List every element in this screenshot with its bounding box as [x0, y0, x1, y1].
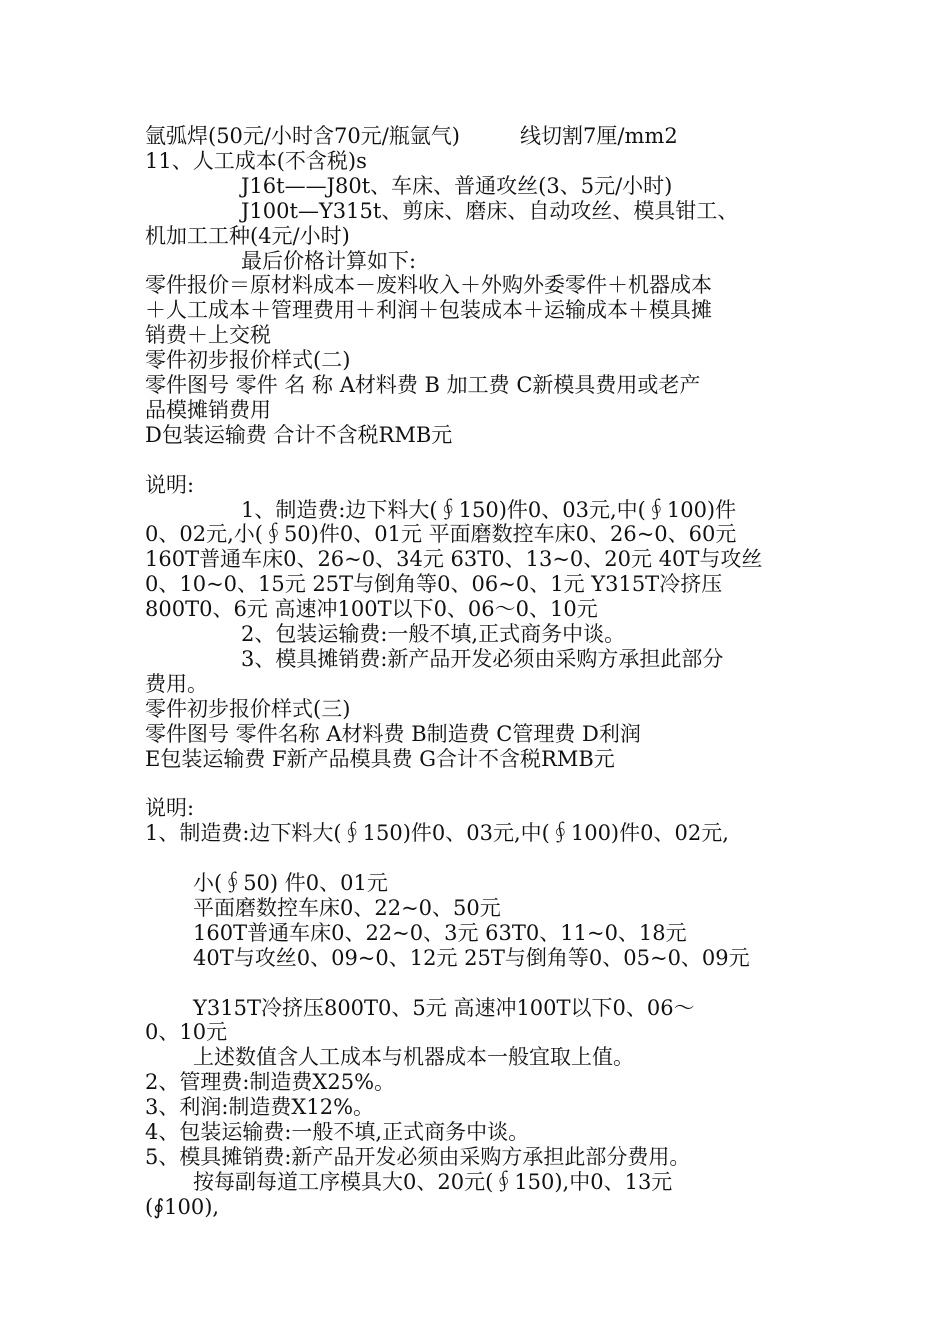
text-line: 3、模具摊销费:新产品开发必须由采购方承担此部分 [241, 646, 724, 671]
text-line: 11、人工成本(不含税)s [145, 148, 367, 173]
text-line: 零件图号 零件 名 称 A材料费 B 加工费 C新模具费用或老产 [145, 373, 701, 397]
text-line: 上述数值含人工成本与机器成本一般宜取上值。 [193, 1045, 634, 1070]
text-line: J100t—Y315t、剪床、磨床、自动攻丝、模具钳工、 [241, 198, 739, 223]
text-line: 4、包装运输费:一般不填,正式商务中谈。 [145, 1120, 530, 1144]
text-line: 2、管理费:制造费X25%。 [145, 1070, 396, 1095]
text-line: D包装运输费 合计不含税RMB元 [145, 422, 453, 447]
text-line: 0、02元,小(∮50)件0、01元 平面磨数控车床0、26~0、60元 [145, 522, 737, 547]
text-line: 费用。 [145, 671, 208, 696]
text-line: 0、10~0、15元 25T与倒角等0、06~0、1元 Y315T冷挤压 [145, 572, 723, 597]
text-line: J16t——J80t、车床、普通攻丝(3、5元/小时) [241, 173, 673, 198]
text-line: 800T0、6元 高速冲100T以下0、06～0、10元 [145, 597, 598, 622]
text-line: (∮100), [145, 1194, 220, 1219]
text-line: 40T与攻丝0、09~0、12元 25T与倒角等0、05~0、09元 [193, 945, 750, 970]
text-line: ＋人工成本＋管理费用＋利润＋包装成本＋运输成本＋模具摊 [145, 298, 712, 323]
text-line: 2、包装运输费:一般不填,正式商务中谈。 [241, 622, 626, 646]
text-line: 160T普通车床0、26~0、34元 63T0、13~0、20元 40T与攻丝 [145, 547, 763, 572]
text-line: E包装运输费 F新产品模具费 G合计不含税RMB元 [145, 746, 615, 771]
text-line: 0、10元 [145, 1020, 228, 1045]
text-line: 1、制造费:边下料大(∮150)件0、03元,中(∮100)件 [241, 497, 737, 522]
text-line: 机加工工种(4元/小时) [145, 223, 350, 248]
text-line: 5、模具摊销费:新产品开发必须由采购方承担此部分费用。 [145, 1144, 691, 1169]
text-line: 零件图号 零件名称 A材料费 B制造费 C管理费 D利润 [145, 721, 641, 746]
text-line: 零件初步报价样式(三) [145, 696, 351, 721]
text-line: 160T普通车床0、22~0、3元 63T0、11~0、18元 [193, 920, 687, 945]
text-line: 销费＋上交税 [145, 323, 271, 348]
text-line: 说明: [145, 796, 195, 821]
text-line: 零件报价＝原材料成本－废料收入＋外购外委零件＋机器成本 [145, 273, 712, 298]
text-line: 说明: [145, 472, 195, 497]
text-line: 按每副每道工序模具大0、20元(∮150),中0、13元 [193, 1169, 673, 1194]
text-line: 3、利润:制造费X12%。 [145, 1095, 375, 1120]
text-line: 最后价格计算如下: [241, 248, 417, 273]
text-line: 品模摊销费用 [145, 397, 271, 422]
text-line: 平面磨数控车床0、22~0、50元 [193, 895, 501, 920]
text-line: 氩弧焊(50元/小时含70元/瓶氩气) 线切割7厘/mm2 [145, 124, 678, 148]
text-line: Y315T冷挤压800T0、5元 高速冲100T以下0、06～ [193, 995, 695, 1020]
text-line: 零件初步报价样式(二) [145, 348, 351, 373]
text-line: 1、制造费:边下料大(∮150)件0、03元,中(∮100)件0、02元, [145, 821, 729, 846]
text-line: 小(∮50) 件0、01元 [193, 871, 388, 895]
